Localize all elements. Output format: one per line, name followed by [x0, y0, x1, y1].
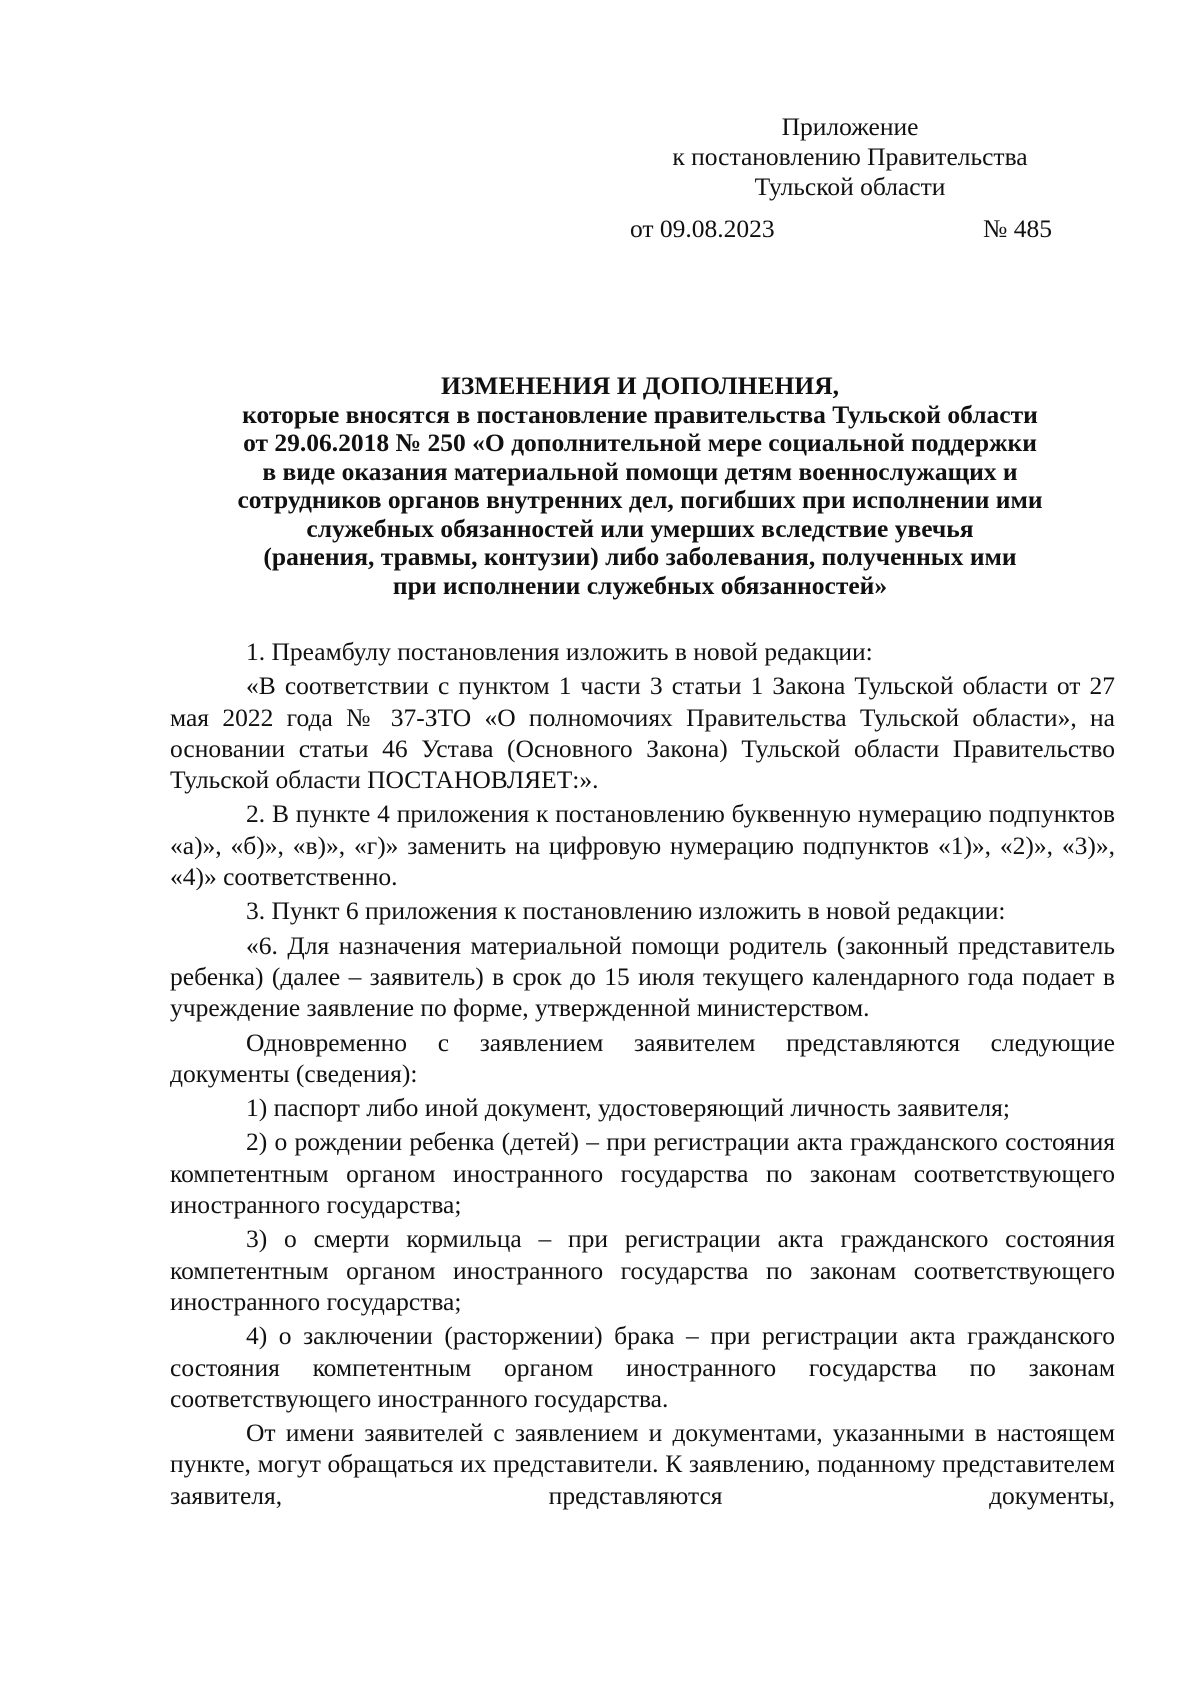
title-line: служебных обязанностей или умерших вследствие увечья — [306, 513, 974, 543]
paragraph-preamble-text: «В соответствии с пунктом 1 части 3 статьи 1 Закона Тульской области от 27 мая 2022 года № 37-ЗТО «О полномочиях Правительства Тульской области», на основании статьи 46 Устава (Основного Закона) Тульской области Правительство Тульской области ПОСТАНОВЛЯЕТ:». — [170, 671, 1115, 795]
title-line: в виде оказания материальной помощи детям военнослужащих и — [262, 456, 1018, 486]
title-line: ИЗМЕНЕНИЯ И ДОПОЛНЕНИЯ, — [441, 371, 839, 400]
list-item-death: 3) о смерти кормильца – при регистрации акта гражданского состояния компетентным органом иностранного государства по законам соответствующего иностранного государства; — [170, 1224, 1115, 1316]
paragraph-representatives: От имени заявителей с заявлением и документами, указанными в настоящем пункте, могут обращаться их представители. К заявлению, поданному представителем заявителя, представляются документы, — [170, 1418, 1115, 1510]
document-number: № 485 — [983, 214, 1052, 243]
document-body — [170, 636, 1115, 1514]
list-item-passport: 1) паспорт либо иной документ, удостоверяющий личность заявителя; — [246, 1093, 1010, 1123]
paragraph-3-point6-instruction: 3. Пункт 6 приложения к постановлению изложить в новой редакции: — [246, 896, 1006, 926]
paragraph-2-numbering-change: 2. В пункте 4 приложения к постановлению буквенную нумерацию подпунктов «а)», «б)», «в)», «г)» заменить на цифровую нумерацию подпунктов «1)», «2)», «3)», «4)» соответственно. — [170, 799, 1115, 892]
appendix-line-1: Приложение — [781, 112, 919, 141]
document-title — [160, 372, 1120, 600]
appendix-header — [620, 112, 1080, 202]
title-line: (ранения, травмы, контузии) либо заболевания, полученных ими — [263, 542, 1017, 571]
date-number-line — [630, 214, 1060, 244]
title-line: от 29.06.2018 № 250 «О дополнительной мере социальной поддержки — [243, 428, 1037, 457]
title-line: которые вносятся в постановление правительства Тульской области — [242, 399, 1038, 429]
title-line: сотрудников органов внутренних дел, погибших при исполнении ими — [237, 485, 1043, 514]
list-item-marriage: 4) о заключении (расторжении) брака – при регистрации акта гражданского состояния компетентным органом иностранного государства по законам соответствующего иностранного государства. — [170, 1321, 1115, 1413]
list-item-birth: 2) о рождении ребенка (детей) – при регистрации акта гражданского состояния компетентным органом иностранного государства по законам соответствующего иностранного государства; — [170, 1127, 1115, 1220]
paragraph-documents-intro: Одновременно с заявлением заявителем представляются следующие документы (сведения): — [170, 1027, 1115, 1088]
title-line: при исполнении служебных обязанностей» — [392, 570, 888, 600]
appendix-line-3: Тульской области — [754, 172, 946, 201]
paragraph-1-preamble-instruction: 1. Преамбулу постановления изложить в новой редакции: — [246, 637, 873, 666]
document-date: от 09.08.2023 — [630, 214, 775, 243]
paragraph-point6-text: «6. Для назначения материальной помощи родитель (законный представитель ребенка) (далее – заявитель) в срок до 15 июля текущего календарного года подает в учреждение заявление по форме, утвержденной министерством. — [170, 930, 1115, 1023]
appendix-line-2: к постановлению Правительства — [672, 142, 1028, 171]
